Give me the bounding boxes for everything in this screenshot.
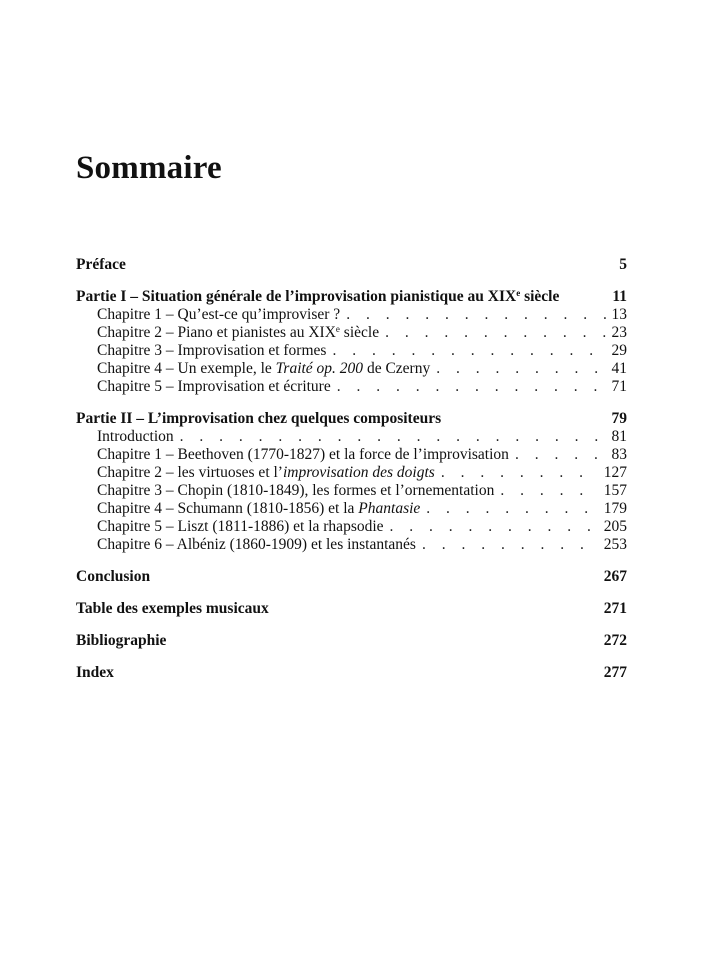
toc-entry-label: Chapitre 1 – Beethoven (1770-1827) et la force de l’improvisation [97,446,509,463]
toc-entry-label: Chapitre 3 – Chopin (1810-1849), les formes et l’ornementation [97,482,495,499]
toc-entry-part1-chapter-1[interactable] [76,306,627,324]
toc-entry-part2-chapter-2[interactable] [76,464,627,482]
toc-entry-label: Table des exemples musicaux [76,600,269,617]
toc-page-number: 127 [603,464,627,481]
toc-entry-part-1[interactable] [76,288,627,306]
toc-entry-part1-chapter-5[interactable] [76,378,627,396]
toc-entry-label: Partie II – L’improvisation chez quelques compositeurs [76,410,442,427]
dot-leader [385,324,605,342]
dot-leader [515,446,606,464]
toc-entry-label: Bibliographie [76,632,167,649]
dot-leader [180,428,606,446]
toc-page-number: 23 [611,324,627,341]
toc-entry-preface[interactable] [76,256,627,274]
toc-entry-part2-chapter-5[interactable] [76,518,627,536]
toc-entry-part1-chapter-4[interactable] [76,360,627,378]
toc-page-number: 277 [603,664,627,681]
toc-entry-label: Partie I – Situation générale de l’improvisation pianistique au XIXe siècle [76,288,560,305]
toc-page-number: 83 [611,446,627,463]
toc-entry-label: Chapitre 5 – Liszt (1811-1886) et la rhapsodie [97,518,384,535]
toc-entry-part2-chapter-6[interactable] [76,536,627,554]
toc-page-number: 271 [603,600,627,617]
toc-entry-label: Conclusion [76,568,151,585]
toc-entry-part-2[interactable] [76,410,627,428]
toc-entry-part2-chapter-3[interactable] [76,482,627,500]
toc-page-number: 41 [611,360,627,377]
toc-page-number: 81 [611,428,627,445]
dot-leader [422,536,598,554]
toc-page-number: 13 [611,306,627,323]
toc-page-number: 5 [619,256,627,273]
toc-entry-label: Introduction [97,428,174,445]
table-of-contents [76,256,627,682]
toc-entry-label: Préface [76,256,126,273]
toc-entry-part1-chapter-3[interactable] [76,342,627,360]
toc-page-number: 71 [611,378,627,395]
toc-entry-label: Chapitre 4 – Un exemple, le Traité op. 200 de Czerny [97,360,431,377]
toc-entry-part2-introduction[interactable] [76,428,627,446]
dot-leader [436,360,605,378]
toc-entry-label: Chapitre 1 – Qu’est-ce qu’improviser ? [97,306,341,323]
toc-entry-label: Chapitre 2 – les virtuoses et l’improvisation des doigts [97,464,435,481]
dot-leader [426,500,597,518]
toc-entry-bibliography[interactable] [76,632,627,650]
toc-entry-conclusion[interactable] [76,568,627,586]
toc-page-number: 253 [603,536,627,553]
dot-leader [500,482,597,500]
toc-page-number: 267 [603,568,627,585]
page-title: Sommaire [76,150,222,186]
toc-page-number: 205 [603,518,627,535]
toc-entry-label: Index [76,664,114,681]
toc-entry-label: Chapitre 6 – Albéniz (1860-1909) et les instantanés [97,536,416,553]
toc-page-number: 157 [603,482,627,499]
dot-leader [346,306,605,324]
toc-entry-part1-chapter-2[interactable] [76,324,627,342]
toc-page-number: 179 [603,500,627,517]
toc-page-number: 272 [603,632,627,649]
toc-entry-label: Chapitre 2 – Piano et pianistes au XIXe siècle [97,324,380,341]
toc-entry-part2-chapter-4[interactable] [76,500,627,518]
dot-leader [332,342,605,360]
toc-entry-label: Chapitre 3 – Improvisation et formes [97,342,327,359]
toc-entry-label: Chapitre 4 – Schumann (1810-1856) et la Phantasie [97,500,421,517]
toc-page-number: 79 [611,410,627,427]
dot-leader [390,518,598,536]
toc-page-number: 29 [611,342,627,359]
toc-entry-index[interactable] [76,664,627,682]
dot-leader [441,464,598,482]
dot-leader [337,378,606,396]
toc-entry-musical-examples[interactable] [76,600,627,618]
toc-page-number: 11 [612,288,627,305]
toc-entry-label: Chapitre 5 – Improvisation et écriture [97,378,331,395]
toc-entry-part2-chapter-1[interactable] [76,446,627,464]
